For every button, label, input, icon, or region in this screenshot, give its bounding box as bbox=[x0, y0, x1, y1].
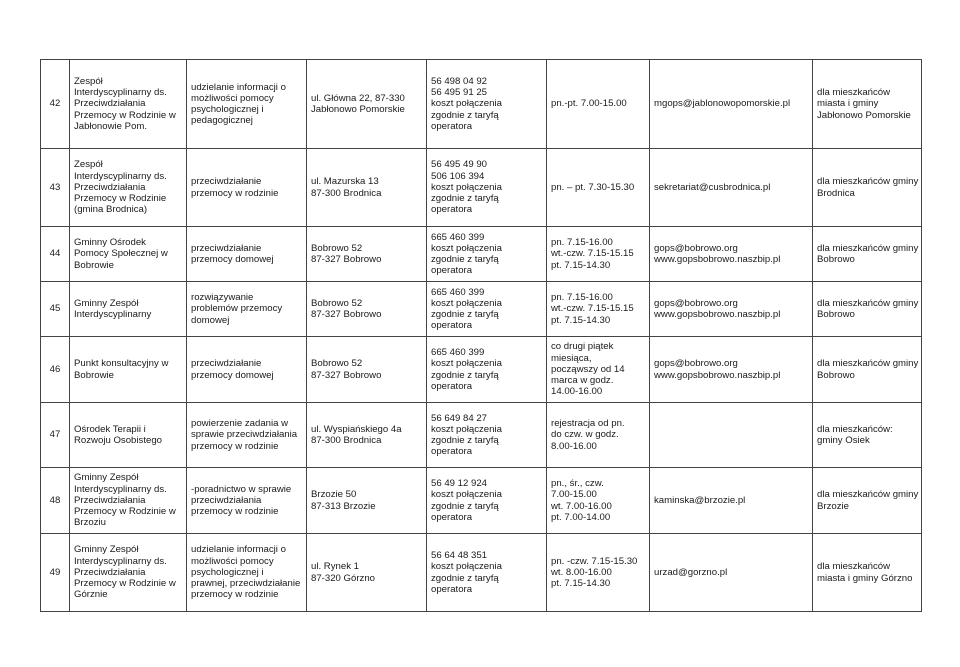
phone-info-cell bbox=[427, 468, 547, 534]
institutions-table bbox=[40, 59, 922, 612]
institution-name: Gminny Zespół Interdyscyplinarny bbox=[74, 297, 152, 320]
address-line: Brzozie 50 bbox=[311, 489, 357, 501]
address-line: Jabłonowo Pomorskie bbox=[311, 104, 405, 115]
target-group-line: Brzozie bbox=[817, 500, 849, 512]
institution-name: Zespół Interdyscyplinarny ds. Przeciwdziałania Przemocy w Rodzinie w Jabłonowie Pom. bbox=[74, 75, 176, 132]
phone-info-line: zgodnie z taryfą bbox=[431, 435, 499, 446]
target-group-line: dla mieszkańców bbox=[817, 561, 891, 573]
office-hours-line: wt. 8.00-16.00 bbox=[551, 566, 612, 578]
assistance-scope: przeciwdziałanie przemocy w rodzinie bbox=[191, 176, 279, 199]
target-group-line: Bobrowo bbox=[817, 369, 855, 381]
row-number-cell: 48 bbox=[41, 468, 70, 534]
phone-info-line: operatora bbox=[431, 446, 473, 458]
office-hours-line: pt. 7.00-14.00 bbox=[551, 511, 611, 523]
address-cell bbox=[307, 60, 427, 149]
assistance-scope-cell bbox=[187, 227, 307, 282]
office-hours-line: co drugi piątek bbox=[551, 341, 614, 353]
assistance-scope-cell bbox=[187, 60, 307, 149]
target-group-cell bbox=[813, 403, 922, 468]
address-cell bbox=[307, 468, 427, 534]
phone-info-line: zgodnie z taryfą bbox=[431, 254, 499, 265]
address-line: 87-300 Brodnica bbox=[311, 187, 382, 199]
office-hours-cell bbox=[547, 337, 650, 403]
phone-info-line: operatora bbox=[431, 583, 473, 595]
contact-email-line: sekretariat@cusbrodnica.pl bbox=[654, 181, 771, 193]
contact-email-line: www.gopsbobrowo.naszbip.pl bbox=[654, 309, 781, 320]
address-line: ul. Mazurska 13 bbox=[311, 176, 379, 188]
phone-info-line: zgodnie z taryfą bbox=[431, 109, 499, 121]
phone-info-cell bbox=[427, 534, 547, 612]
table-row bbox=[41, 534, 922, 612]
phone-info-line: zgodnie z taryfą bbox=[431, 500, 499, 512]
phone-info-line: koszt połączenia bbox=[431, 489, 502, 501]
phone-info-line: 665 460 399 bbox=[431, 286, 485, 298]
address-line: Bobrowo 52 bbox=[311, 242, 363, 254]
target-group-line: miasta i gminy Górzno bbox=[817, 572, 913, 584]
assistance-scope: udzielanie informacji o możliwości pomocy psychologicznej i pedagogicznej bbox=[191, 81, 286, 127]
address-line: 87-300 Brodnica bbox=[311, 435, 382, 446]
phone-info-line: 56 495 91 25 bbox=[431, 87, 488, 99]
table-row bbox=[41, 468, 922, 534]
address-line: 87-327 Bobrowo bbox=[311, 309, 382, 320]
office-hours-line: rejestracja od pn. bbox=[551, 418, 625, 430]
contact-email-cell bbox=[650, 149, 813, 227]
office-hours-line: miesiąca, bbox=[551, 352, 592, 364]
phone-info-cell bbox=[427, 403, 547, 468]
phone-info-line: 665 460 399 bbox=[431, 347, 485, 359]
phone-info-line: koszt połączenia bbox=[431, 242, 502, 254]
office-hours-line: 7.00-15.00 bbox=[551, 489, 597, 501]
contact-email-cell bbox=[650, 337, 813, 403]
phone-info-line: operatora bbox=[431, 120, 473, 132]
office-hours-line: pn. -czw. 7.15-15.30 bbox=[551, 555, 638, 567]
phone-info-line: 56 64 48 351 bbox=[431, 550, 488, 562]
target-group-line: Jabłonowo Pomorskie bbox=[817, 109, 911, 121]
row-number-cell: 49 bbox=[41, 534, 70, 612]
phone-info-line: 56 498 04 92 bbox=[431, 75, 488, 87]
contact-email-line: www.gopsbobrowo.naszbip.pl bbox=[654, 369, 781, 381]
assistance-scope-cell bbox=[187, 468, 307, 534]
office-hours-line: pt. 7.15-14.30 bbox=[551, 314, 611, 326]
office-hours-line: marca w godz. bbox=[551, 375, 614, 387]
phone-info-line: zgodnie z taryfą bbox=[431, 369, 499, 381]
target-group-cell bbox=[813, 337, 922, 403]
contact-email-cell bbox=[650, 282, 813, 337]
target-group-line: dla mieszkańców gminy bbox=[817, 242, 919, 254]
contact-email-line: www.gopsbobrowo.naszbip.pl bbox=[654, 254, 781, 265]
target-group-cell bbox=[813, 60, 922, 149]
phone-info-line: koszt połączenia bbox=[431, 181, 502, 193]
office-hours-line: do czw. w godz. bbox=[551, 429, 619, 441]
phone-info-line: koszt połączenia bbox=[431, 297, 502, 309]
office-hours-cell bbox=[547, 149, 650, 227]
contact-email-line: gops@bobrowo.org bbox=[654, 358, 738, 370]
contact-email-cell bbox=[650, 60, 813, 149]
assistance-scope: przeciwdziałanie przemocy domowej bbox=[191, 242, 274, 265]
phone-info-line: koszt połączenia bbox=[431, 423, 502, 435]
row-number-cell: 43 bbox=[41, 149, 70, 227]
institution-name-cell bbox=[70, 149, 187, 227]
row-number-cell: 45 bbox=[41, 282, 70, 337]
address-cell bbox=[307, 403, 427, 468]
phone-info-line: operatora bbox=[431, 511, 473, 523]
contact-email-line: gops@bobrowo.org bbox=[654, 297, 738, 309]
institution-name: Zespół Interdyscyplinarny ds. Przeciwdziałania Przemocy w Rodzinie (gmina Brodnica) bbox=[74, 159, 167, 216]
office-hours-line: począwszy od 14 bbox=[551, 363, 625, 375]
address-line: ul. Rynek 1 bbox=[311, 561, 359, 573]
office-hours-cell bbox=[547, 534, 650, 612]
assistance-scope-cell bbox=[187, 149, 307, 227]
table-row bbox=[41, 60, 922, 149]
office-hours-line: pn. 7.15-16.00 bbox=[551, 237, 613, 249]
address-line: 87-320 Górzno bbox=[311, 572, 375, 584]
target-group-line: Bobrowo bbox=[817, 309, 855, 320]
table-row bbox=[41, 403, 922, 468]
phone-info-line: koszt połączenia bbox=[431, 561, 502, 573]
target-group-line: dla mieszkańców: bbox=[817, 423, 893, 435]
phone-info-cell bbox=[427, 282, 547, 337]
office-hours-cell bbox=[547, 468, 650, 534]
institution-name-cell bbox=[70, 403, 187, 468]
target-group-line: dla mieszkańców gminy bbox=[817, 489, 919, 501]
institution-name-cell bbox=[70, 227, 187, 282]
phone-info-line: 56 495 49 90 bbox=[431, 159, 488, 171]
contact-email-line: gops@bobrowo.org bbox=[654, 242, 738, 254]
target-group-line: gminy Osiek bbox=[817, 435, 870, 446]
address-line: 87-313 Brzozie bbox=[311, 500, 376, 512]
target-group-line: dla mieszkańców bbox=[817, 87, 891, 99]
target-group-cell bbox=[813, 149, 922, 227]
contact-email-cell bbox=[650, 227, 813, 282]
assistance-scope: powierzenie zadania w sprawie przeciwdziałania przemocy w rodzinie bbox=[191, 418, 298, 452]
phone-info-line: zgodnie z taryfą bbox=[431, 572, 499, 584]
row-number-cell: 47 bbox=[41, 403, 70, 468]
office-hours-line: pn. 7.15-16.00 bbox=[551, 292, 613, 304]
contact-email-cell bbox=[650, 468, 813, 534]
institution-name-cell bbox=[70, 534, 187, 612]
institution-name: Gminny Zespół Interdyscyplinarny ds. Przeciwdziałania Przemocy w Rodzinie w Górznie bbox=[74, 544, 176, 601]
row-number-cell: 46 bbox=[41, 337, 70, 403]
assistance-scope: przeciwdziałanie przemocy domowej bbox=[191, 358, 274, 381]
address-line: 87-327 Bobrowo bbox=[311, 369, 382, 381]
address-cell bbox=[307, 337, 427, 403]
target-group-line: miasta i gminy bbox=[817, 98, 879, 110]
contact-email-line: kaminska@brzozie.pl bbox=[654, 494, 746, 506]
office-hours-line: 8.00-16.00 bbox=[551, 440, 597, 452]
office-hours-cell bbox=[547, 227, 650, 282]
table-row bbox=[41, 282, 922, 337]
institution-name: Punkt konsultacyjny w Bobrowie bbox=[74, 358, 169, 381]
phone-info-line: koszt połączenia bbox=[431, 358, 502, 370]
address-cell bbox=[307, 227, 427, 282]
phone-info-line: operatora bbox=[431, 320, 473, 332]
address-cell bbox=[307, 149, 427, 227]
phone-info-line: 56 49 12 924 bbox=[431, 478, 488, 490]
institution-name: Ośrodek Terapii i Rozwoju Osobistego bbox=[74, 423, 162, 446]
table-row bbox=[41, 337, 922, 403]
target-group-line: Bobrowo bbox=[817, 254, 855, 265]
office-hours-line: pn. – pt. 7.30-15.30 bbox=[551, 181, 635, 193]
table-row bbox=[41, 149, 922, 227]
target-group-line: dla mieszkańców gminy bbox=[817, 358, 919, 370]
assistance-scope-cell bbox=[187, 403, 307, 468]
institution-name-cell bbox=[70, 282, 187, 337]
institution-name: Gminny Ośrodek Pomocy Społecznej w Bobrowie bbox=[74, 237, 168, 271]
phone-info-line: operatora bbox=[431, 204, 473, 216]
address-line: ul. Wyspiańskiego 4a bbox=[311, 423, 402, 435]
table-body bbox=[41, 60, 922, 612]
phone-info-line: zgodnie z taryfą bbox=[431, 309, 499, 320]
phone-info-line: koszt połączenia bbox=[431, 98, 502, 110]
table-row bbox=[41, 227, 922, 282]
assistance-scope-cell bbox=[187, 337, 307, 403]
address-line: 87-327 Bobrowo bbox=[311, 254, 382, 265]
target-group-cell bbox=[813, 468, 922, 534]
office-hours-line: pt. 7.15-14.30 bbox=[551, 259, 611, 271]
office-hours-cell bbox=[547, 282, 650, 337]
contact-email-cell bbox=[650, 403, 813, 468]
contact-email-cell bbox=[650, 534, 813, 612]
target-group-line: dla mieszkańców gminy bbox=[817, 176, 919, 188]
phone-info-line: zgodnie z taryfą bbox=[431, 193, 499, 205]
assistance-scope: udzielanie informacji o możliwości pomocy psychologicznej i prawnej, przeciwdziałanie przemocy w rodzinie bbox=[191, 544, 301, 601]
office-hours-line: wt. 7.00-16.00 bbox=[551, 500, 612, 512]
institution-name-cell bbox=[70, 60, 187, 149]
address-cell bbox=[307, 282, 427, 337]
phone-info-line: operatora bbox=[431, 265, 473, 277]
office-hours-line: pn.-pt. 7.00-15.00 bbox=[551, 98, 627, 110]
office-hours-line: wt.-czw. 7.15-15.15 bbox=[551, 248, 634, 260]
assistance-scope-cell bbox=[187, 282, 307, 337]
office-hours-line: 14.00-16.00 bbox=[551, 386, 603, 398]
target-group-cell bbox=[813, 534, 922, 612]
address-line: ul. Główna 22, 87-330 bbox=[311, 92, 405, 104]
address-cell bbox=[307, 534, 427, 612]
institution-name: Gminny Zespół Interdyscyplinarny ds. Przeciwdziałania Przemocy w Rodzinie w Brzoziu bbox=[74, 472, 176, 529]
phone-info-cell bbox=[427, 227, 547, 282]
office-hours-line: pt. 7.15-14.30 bbox=[551, 578, 611, 590]
phone-info-cell bbox=[427, 149, 547, 227]
contact-email-line: mgops@jablonowopomorskie.pl bbox=[654, 98, 791, 110]
row-number-cell: 42 bbox=[41, 60, 70, 149]
phone-info-line: 56 649 84 27 bbox=[431, 412, 488, 424]
assistance-scope-cell bbox=[187, 534, 307, 612]
target-group-line: dla mieszkańców gminy bbox=[817, 297, 919, 309]
target-group-cell bbox=[813, 227, 922, 282]
institution-name-cell bbox=[70, 468, 187, 534]
target-group-cell bbox=[813, 282, 922, 337]
phone-info-cell bbox=[427, 337, 547, 403]
row-number-cell: 44 bbox=[41, 227, 70, 282]
assistance-scope: rozwiązywanie problemów przemocy domowej bbox=[191, 292, 283, 326]
office-hours-cell bbox=[547, 403, 650, 468]
phone-info-cell bbox=[427, 60, 547, 149]
office-hours-line: wt.-czw. 7.15-15.15 bbox=[551, 303, 634, 315]
office-hours-cell bbox=[547, 60, 650, 149]
target-group-line: Brodnica bbox=[817, 187, 855, 199]
phone-info-line: 506 106 394 bbox=[431, 170, 485, 182]
phone-info-line: operatora bbox=[431, 380, 473, 392]
address-line: Bobrowo 52 bbox=[311, 358, 363, 370]
institution-name-cell bbox=[70, 337, 187, 403]
office-hours-line: pn., śr., czw. bbox=[551, 478, 604, 490]
phone-info-line: 665 460 399 bbox=[431, 231, 485, 243]
contact-email-line: urzad@gorzno.pl bbox=[654, 566, 728, 578]
assistance-scope: -poradnictwo w sprawie przeciwdziałania przemocy w rodzinie bbox=[191, 483, 292, 518]
address-line: Bobrowo 52 bbox=[311, 297, 363, 309]
